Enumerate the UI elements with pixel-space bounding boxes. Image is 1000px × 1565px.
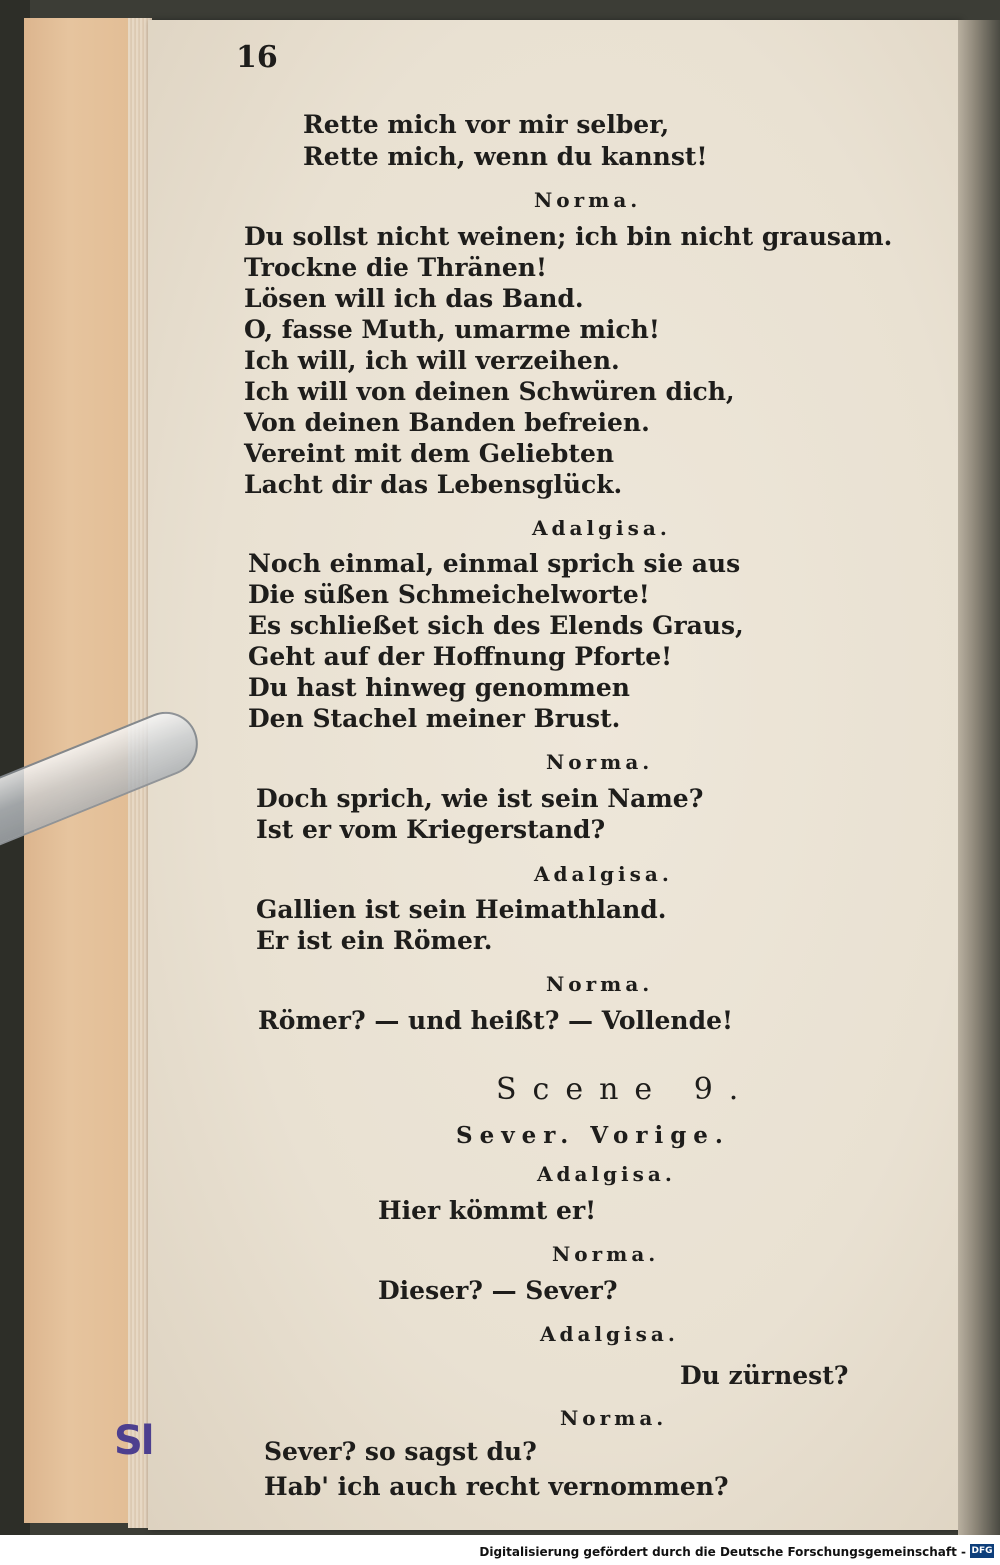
text-line: Geht auf der Hoffnung Pforte! xyxy=(248,642,673,671)
text-line: Er ist ein Römer. xyxy=(256,926,493,955)
speaker-heading: Adalgisa. xyxy=(532,516,671,540)
digitization-credit: Digitalisierung gefördert durch die Deutsche Forschungsgemeinschaft - xyxy=(479,1545,966,1559)
text-line: Rette mich, wenn du kannst! xyxy=(303,142,708,171)
text-line: Ich will, ich will verzeihen. xyxy=(244,346,620,375)
dfg-logo: DFG xyxy=(971,1546,993,1556)
text-line: Dieser? — Sever? xyxy=(378,1276,618,1305)
speaker-heading: Norma. xyxy=(546,750,654,774)
text-line: Du hast hinweg genommen xyxy=(248,673,630,702)
speaker-heading: Norma. xyxy=(552,1242,660,1266)
text-line: O, fasse Muth, umarme mich! xyxy=(244,315,660,344)
text-line: Die süßen Schmeichelworte! xyxy=(248,580,650,609)
facing-page-edge xyxy=(958,20,1000,1535)
text-line: Sever? so sagst du? xyxy=(264,1437,537,1466)
scene-heading: Scene 9. xyxy=(496,1072,755,1107)
speaker-heading: Norma. xyxy=(534,188,642,212)
text-line: Von deinen Banden befreien. xyxy=(244,408,650,437)
speaker-heading: Adalgisa. xyxy=(534,862,673,886)
text-line: Es schließet sich des Elends Graus, xyxy=(248,611,744,640)
text-line: Den Stachel meiner Brust. xyxy=(248,704,621,733)
text-line: Ist er vom Kriegerstand? xyxy=(256,815,606,844)
text-line: Doch sprich, wie ist sein Name? xyxy=(256,784,704,813)
text-line: Noch einmal, einmal sprich sie aus xyxy=(248,549,741,578)
text-line: Hier kömmt er! xyxy=(378,1196,597,1225)
text-line: Römer? — und heißt? — Vollende! xyxy=(258,1006,733,1035)
text-line: Lacht dir das Lebensglück. xyxy=(244,470,623,499)
library-stamp: Sl xyxy=(114,1418,153,1464)
text-line: Vereint mit dem Geliebten xyxy=(244,439,615,468)
text-line: Rette mich vor mir selber, xyxy=(303,110,670,139)
speaker-heading: Norma. xyxy=(560,1406,668,1430)
page-number: 16 xyxy=(236,40,278,75)
text-line: Gallien ist sein Heimathland. xyxy=(256,895,667,924)
text-line: Du zürnest? xyxy=(680,1361,849,1390)
text-line: Du sollst nicht weinen; ich bin nicht grausam. xyxy=(244,222,893,251)
text-line: Ich will von deinen Schwüren dich, xyxy=(244,377,735,406)
speaker-heading: Norma. xyxy=(546,972,654,996)
text-line: Lösen will ich das Band. xyxy=(244,284,584,313)
stage-direction: Sever. Vorige. xyxy=(456,1122,730,1149)
text-line: Hab' ich auch recht vernommen? xyxy=(264,1472,729,1501)
speaker-heading: Adalgisa. xyxy=(537,1162,676,1186)
text-line: Trockne die Thränen! xyxy=(244,253,547,282)
speaker-heading: Adalgisa. xyxy=(540,1322,679,1346)
